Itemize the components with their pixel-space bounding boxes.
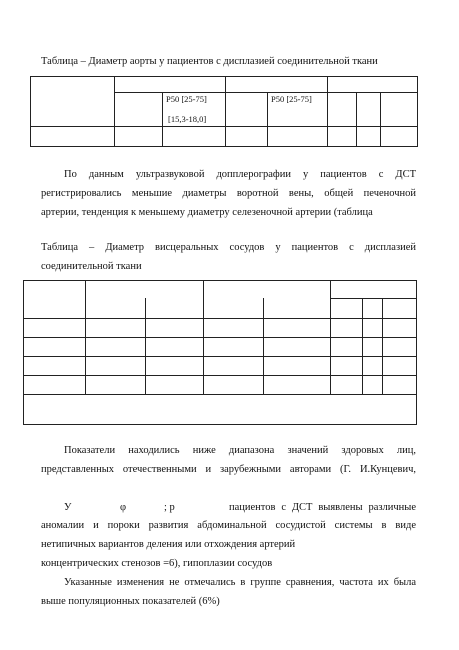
paragraph4-line: выше популяционных показателей (6%) [41,596,220,607]
table1-cell-range: [15,3-18,0] [168,114,207,124]
paragraph1-line: регистрировались меньшие диаметры воротной вены, общей печеночной [41,188,416,199]
paragraph4-line: Указанные изменения не отмечались в группе сравнения, частота их была [64,577,416,588]
paragraph2-line: представленных отечественными и зарубежными авторами (Г. И.Кунцевич, [41,464,416,475]
paragraph3-line: концентрических стенозов =6), гипоплазии сосудов [41,558,273,569]
table1-caption: Таблица – Диаметр аорты у пациентов с дисплазией соединительной ткани [41,56,378,67]
paragraph3-fragment: ; p [164,502,175,513]
paragraph3-line: нетипичных вариантов деления или отхождения артерий [41,539,296,550]
paragraph3-line: аномалии и пороки развития абдоминальной сосудистой системы в виде [41,520,416,531]
table2-caption-line: Таблица – Диаметр висцеральных сосудов у пациентов с дисплазией [41,242,416,253]
paragraph1-line: артерии, тенденция к меньшему диаметру селезеночной артерии (таблица [41,207,373,218]
paragraph3-fragment: φ [120,502,127,513]
paragraph2-line: Показатели находились ниже диапазона значений здоровых лиц, [64,445,416,456]
paragraph3-fragment: пациентов с ДСТ выявлены различные [229,502,416,513]
table1-header-p50-1: P50 [25-75] [166,94,207,104]
paragraph3-fragment: У [64,502,72,513]
table2-caption-line: соединительной ткани [41,261,142,272]
table1-header-p50-2: P50 [25-75] [271,94,312,104]
paragraph1-line: По данным ультразвуковой допплерографии у пациентов с ДСТ [64,169,416,180]
